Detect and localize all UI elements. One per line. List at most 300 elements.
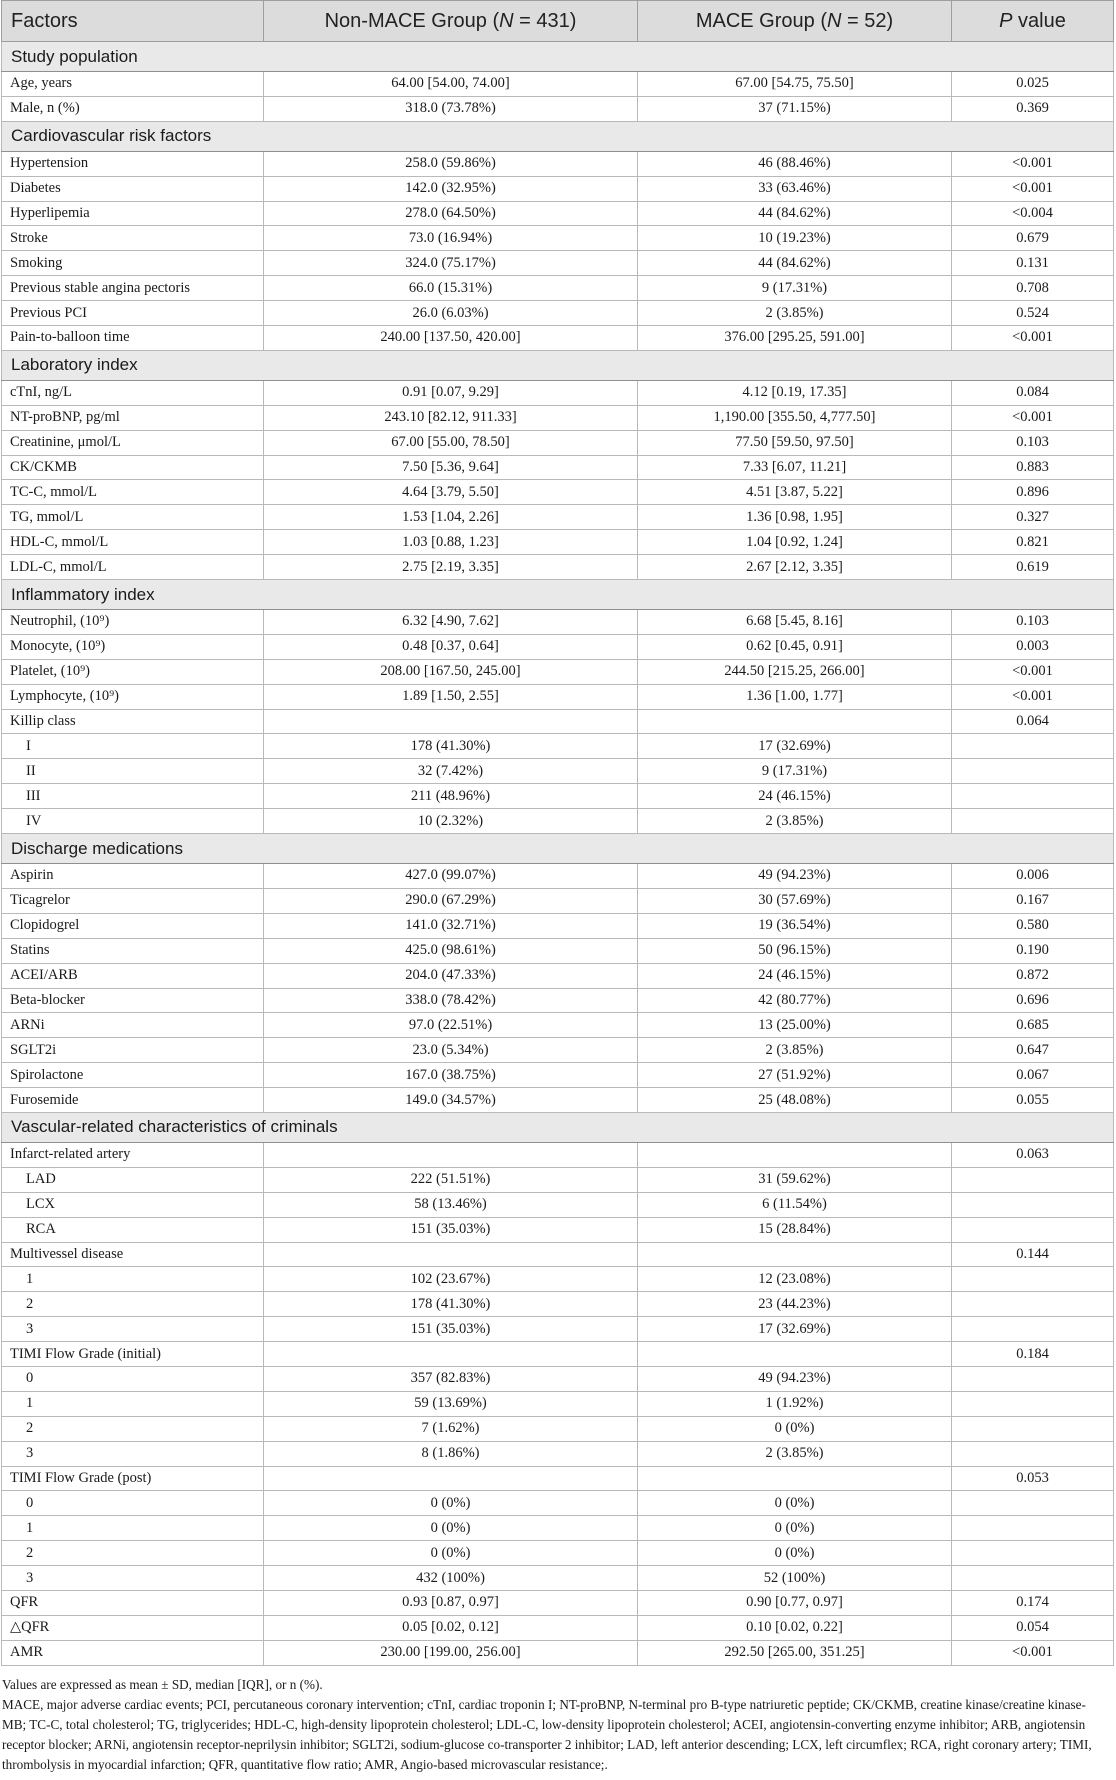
table-row: [2, 326, 1114, 351]
p-value: 0.167: [952, 888, 1114, 913]
mace-value: 30 (57.69%): [638, 888, 952, 913]
table-row: [2, 201, 1114, 226]
mace-value: 52 (100%): [638, 1566, 952, 1591]
p-value: [952, 1267, 1114, 1292]
row-label: Lymphocyte, (10⁹): [2, 684, 264, 709]
p-value: <0.001: [952, 176, 1114, 201]
non-mace-value: 97.0 (22.51%): [264, 1013, 638, 1038]
row-label: Stroke: [2, 226, 264, 251]
non-mace-value: 64.00 [54.00, 74.00]: [264, 72, 638, 97]
non-mace-value: 278.0 (64.50%): [264, 201, 638, 226]
section-header-row: [2, 350, 1114, 380]
table-row: [2, 1038, 1114, 1063]
table-row: [2, 226, 1114, 251]
non-mace-value: 258.0 (59.86%): [264, 151, 638, 176]
p-value: [952, 809, 1114, 834]
p-value: <0.001: [952, 151, 1114, 176]
table-row: [2, 1541, 1114, 1566]
p-value: 0.821: [952, 530, 1114, 555]
p-value: 0.580: [952, 913, 1114, 938]
table-row: [2, 505, 1114, 530]
section-title: Discharge medications: [2, 834, 1114, 864]
table-row: [2, 72, 1114, 97]
row-label: Neutrophil, (10⁹): [2, 610, 264, 635]
mace-value: 1.36 [0.98, 1.95]: [638, 505, 952, 530]
p-value: [952, 1292, 1114, 1317]
table-row: [2, 176, 1114, 201]
non-mace-value: 149.0 (34.57%): [264, 1088, 638, 1113]
row-label: △QFR: [2, 1615, 264, 1640]
table-row: [2, 251, 1114, 276]
mace-value: 0.62 [0.45, 0.91]: [638, 634, 952, 659]
mace-value: 6.68 [5.45, 8.16]: [638, 610, 952, 635]
row-label: LAD: [2, 1167, 264, 1192]
mace-value: [638, 709, 952, 734]
mace-value: 1.04 [0.92, 1.24]: [638, 530, 952, 555]
p-value: [952, 1317, 1114, 1342]
table-row: [2, 1292, 1114, 1317]
non-mace-value: 240.00 [137.50, 420.00]: [264, 326, 638, 351]
table-row: [2, 913, 1114, 938]
mace-value: 0 (0%): [638, 1491, 952, 1516]
table-row: [2, 1063, 1114, 1088]
mace-value: 49 (94.23%): [638, 864, 952, 889]
p-value: 0.174: [952, 1590, 1114, 1615]
table-row: [2, 96, 1114, 121]
non-mace-value: 32 (7.42%): [264, 759, 638, 784]
table-row: [2, 1416, 1114, 1441]
row-label: Multivessel disease: [2, 1242, 264, 1267]
p-value: [952, 759, 1114, 784]
mace-value: 24 (46.15%): [638, 784, 952, 809]
mace-value: [638, 1342, 952, 1367]
p-value: 0.708: [952, 276, 1114, 301]
mace-value: 31 (59.62%): [638, 1167, 952, 1192]
mace-value: 44 (84.62%): [638, 251, 952, 276]
table-row: [2, 610, 1114, 635]
row-label: Smoking: [2, 251, 264, 276]
table-row: [2, 784, 1114, 809]
mace-value: 0.10 [0.02, 0.22]: [638, 1615, 952, 1640]
mace-value: 0 (0%): [638, 1516, 952, 1541]
mace-value: 292.50 [265.00, 351.25]: [638, 1640, 952, 1665]
mace-value: 2 (3.85%): [638, 301, 952, 326]
table-row: [2, 1167, 1114, 1192]
mace-value: 12 (23.08%): [638, 1267, 952, 1292]
p-value: 0.144: [952, 1242, 1114, 1267]
mace-value: 1 (1.92%): [638, 1391, 952, 1416]
non-mace-value: [264, 1466, 638, 1491]
row-label: Age, years: [2, 72, 264, 97]
table-row: [2, 809, 1114, 834]
row-label: HDL-C, mmol/L: [2, 530, 264, 555]
non-mace-value: 73.0 (16.94%): [264, 226, 638, 251]
table-row: [2, 988, 1114, 1013]
mace-value: 2.67 [2.12, 3.35]: [638, 555, 952, 580]
mace-value: 2 (3.85%): [638, 1441, 952, 1466]
p-value: [952, 1416, 1114, 1441]
non-mace-value: 59 (13.69%): [264, 1391, 638, 1416]
table-row: [2, 1590, 1114, 1615]
non-mace-value: 151 (35.03%): [264, 1317, 638, 1342]
row-label: LDL-C, mmol/L: [2, 555, 264, 580]
table-row: [2, 659, 1114, 684]
non-mace-value: 357 (82.83%): [264, 1366, 638, 1391]
table-body: [2, 42, 1114, 1666]
non-mace-value: 151 (35.03%): [264, 1217, 638, 1242]
non-mace-value: 0.93 [0.87, 0.97]: [264, 1590, 638, 1615]
table-row: [2, 684, 1114, 709]
row-label: 2: [2, 1416, 264, 1441]
row-label: cTnI, ng/L: [2, 380, 264, 405]
table-row: [2, 430, 1114, 455]
row-label: TIMI Flow Grade (initial): [2, 1342, 264, 1367]
section-header-row: [2, 580, 1114, 610]
row-label: Killip class: [2, 709, 264, 734]
p-value: [952, 1541, 1114, 1566]
p-value: [952, 784, 1114, 809]
row-label: Hyperlipemia: [2, 201, 264, 226]
table-row: [2, 480, 1114, 505]
p-value: [952, 1366, 1114, 1391]
non-mace-value: 66.0 (15.31%): [264, 276, 638, 301]
row-label: NT-proBNP, pg/ml: [2, 405, 264, 430]
section-header-row: [2, 834, 1114, 864]
section-header-row: [2, 42, 1114, 72]
non-mace-value: 7.50 [5.36, 9.64]: [264, 455, 638, 480]
row-label: Male, n (%): [2, 96, 264, 121]
table-row: [2, 1192, 1114, 1217]
non-mace-value: 204.0 (47.33%): [264, 963, 638, 988]
mace-value: 77.50 [59.50, 97.50]: [638, 430, 952, 455]
mace-value: 6 (11.54%): [638, 1192, 952, 1217]
mace-value: 1.36 [1.00, 1.77]: [638, 684, 952, 709]
non-mace-value: 425.0 (98.61%): [264, 938, 638, 963]
non-mace-value: 427.0 (99.07%): [264, 864, 638, 889]
table-row: [2, 634, 1114, 659]
row-label: Platelet, (10⁹): [2, 659, 264, 684]
table-row: [2, 530, 1114, 555]
table-row: [2, 1342, 1114, 1367]
non-mace-value: 0.05 [0.02, 0.12]: [264, 1615, 638, 1640]
row-label: TG, mmol/L: [2, 505, 264, 530]
p-value: <0.001: [952, 326, 1114, 351]
p-value: <0.001: [952, 405, 1114, 430]
section-title: Study population: [2, 42, 1114, 72]
mace-value: 4.12 [0.19, 17.35]: [638, 380, 952, 405]
table-row: [2, 276, 1114, 301]
non-mace-value: 1.53 [1.04, 2.26]: [264, 505, 638, 530]
non-mace-value: 1.03 [0.88, 1.23]: [264, 530, 638, 555]
mace-value: 67.00 [54.75, 75.50]: [638, 72, 952, 97]
non-mace-value: 58 (13.46%): [264, 1192, 638, 1217]
non-mace-value: 10 (2.32%): [264, 809, 638, 834]
header-p-value: P value: [952, 1, 1114, 42]
p-value: 0.872: [952, 963, 1114, 988]
mace-value: 44 (84.62%): [638, 201, 952, 226]
mace-value: 0 (0%): [638, 1416, 952, 1441]
table-row: [2, 555, 1114, 580]
p-value: [952, 1566, 1114, 1591]
table-row: [2, 1491, 1114, 1516]
p-value: [952, 1491, 1114, 1516]
non-mace-value: 7 (1.62%): [264, 1416, 638, 1441]
p-value: 0.647: [952, 1038, 1114, 1063]
table-row: [2, 709, 1114, 734]
table-row: [2, 734, 1114, 759]
mace-value: 10 (19.23%): [638, 226, 952, 251]
row-label: Beta-blocker: [2, 988, 264, 1013]
row-label: 0: [2, 1366, 264, 1391]
non-mace-value: 1.89 [1.50, 2.55]: [264, 684, 638, 709]
baseline-characteristics-table: [1, 0, 1114, 1666]
non-mace-value: 230.00 [199.00, 256.00]: [264, 1640, 638, 1665]
p-value: 0.190: [952, 938, 1114, 963]
non-mace-value: 178 (41.30%): [264, 734, 638, 759]
table-row: [2, 1466, 1114, 1491]
table-row: [2, 864, 1114, 889]
p-value: 0.025: [952, 72, 1114, 97]
header-non-mace-group: Non-MACE Group (N = 431): [264, 1, 638, 42]
table-row: [2, 888, 1114, 913]
mace-value: 376.00 [295.25, 591.00]: [638, 326, 952, 351]
mace-value: 15 (28.84%): [638, 1217, 952, 1242]
row-label: QFR: [2, 1590, 264, 1615]
non-mace-value: 23.0 (5.34%): [264, 1038, 638, 1063]
mace-value: 19 (36.54%): [638, 913, 952, 938]
p-value: 0.619: [952, 555, 1114, 580]
table-row: [2, 963, 1114, 988]
mace-value: 7.33 [6.07, 11.21]: [638, 455, 952, 480]
p-value: 0.524: [952, 301, 1114, 326]
mace-value: 9 (17.31%): [638, 759, 952, 784]
non-mace-value: 142.0 (32.95%): [264, 176, 638, 201]
non-mace-value: 222 (51.51%): [264, 1167, 638, 1192]
row-label: ARNi: [2, 1013, 264, 1038]
row-label: Spirolactone: [2, 1063, 264, 1088]
non-mace-value: 243.10 [82.12, 911.33]: [264, 405, 638, 430]
row-label: 0: [2, 1491, 264, 1516]
p-value: <0.004: [952, 201, 1114, 226]
table-row: [2, 1640, 1114, 1665]
row-label: 1: [2, 1267, 264, 1292]
section-title: Vascular-related characteristics of criminals: [2, 1112, 1114, 1142]
table-row: [2, 1516, 1114, 1541]
row-label: Ticagrelor: [2, 888, 264, 913]
p-value: 0.067: [952, 1063, 1114, 1088]
p-value: <0.001: [952, 684, 1114, 709]
row-label: Previous stable angina pectoris: [2, 276, 264, 301]
row-label: Hypertension: [2, 151, 264, 176]
non-mace-value: 6.32 [4.90, 7.62]: [264, 610, 638, 635]
p-value: [952, 1441, 1114, 1466]
p-value: 0.054: [952, 1615, 1114, 1640]
non-mace-value: 338.0 (78.42%): [264, 988, 638, 1013]
row-label: Pain-to-balloon time: [2, 326, 264, 351]
row-label: CK/CKMB: [2, 455, 264, 480]
non-mace-value: 324.0 (75.17%): [264, 251, 638, 276]
table-row: [2, 1217, 1114, 1242]
p-value: 0.063: [952, 1142, 1114, 1167]
p-value: 0.896: [952, 480, 1114, 505]
mace-value: 0 (0%): [638, 1541, 952, 1566]
non-mace-value: 318.0 (73.78%): [264, 96, 638, 121]
row-label: 1: [2, 1391, 264, 1416]
p-value: 0.084: [952, 380, 1114, 405]
table-row: [2, 1317, 1114, 1342]
row-label: II: [2, 759, 264, 784]
mace-value: 13 (25.00%): [638, 1013, 952, 1038]
mace-value: [638, 1142, 952, 1167]
non-mace-value: 0.91 [0.07, 9.29]: [264, 380, 638, 405]
row-label: RCA: [2, 1217, 264, 1242]
row-label: 2: [2, 1292, 264, 1317]
section-title: Cardiovascular risk factors: [2, 121, 1114, 151]
non-mace-value: 141.0 (32.71%): [264, 913, 638, 938]
row-label: Creatinine, μmol/L: [2, 430, 264, 455]
non-mace-value: 432 (100%): [264, 1566, 638, 1591]
non-mace-value: 208.00 [167.50, 245.00]: [264, 659, 638, 684]
non-mace-value: 0.48 [0.37, 0.64]: [264, 634, 638, 659]
table-row: [2, 455, 1114, 480]
p-value: 0.064: [952, 709, 1114, 734]
section-header-row: [2, 1112, 1114, 1142]
table-footnotes: [0, 1666, 1110, 1775]
mace-value: 50 (96.15%): [638, 938, 952, 963]
row-label: I: [2, 734, 264, 759]
section-title: Inflammatory index: [2, 580, 1114, 610]
row-label: 3: [2, 1317, 264, 1342]
table-row: [2, 1615, 1114, 1640]
row-label: Monocyte, (10⁹): [2, 634, 264, 659]
non-mace-value: 290.0 (67.29%): [264, 888, 638, 913]
p-value: 0.184: [952, 1342, 1114, 1367]
p-value: [952, 1391, 1114, 1416]
non-mace-value: 26.0 (6.03%): [264, 301, 638, 326]
p-value: 0.679: [952, 226, 1114, 251]
row-label: Diabetes: [2, 176, 264, 201]
mace-value: 2 (3.85%): [638, 809, 952, 834]
mace-value: 23 (44.23%): [638, 1292, 952, 1317]
row-label: Statins: [2, 938, 264, 963]
mace-value: 9 (17.31%): [638, 276, 952, 301]
row-label: 2: [2, 1541, 264, 1566]
non-mace-value: 0 (0%): [264, 1516, 638, 1541]
p-value: 0.369: [952, 96, 1114, 121]
p-value: 0.103: [952, 610, 1114, 635]
p-value: 0.055: [952, 1088, 1114, 1113]
table-row: [2, 1013, 1114, 1038]
row-label: Aspirin: [2, 864, 264, 889]
table-row: [2, 1441, 1114, 1466]
mace-value: 37 (71.15%): [638, 96, 952, 121]
p-value: [952, 1217, 1114, 1242]
mace-value: 244.50 [215.25, 266.00]: [638, 659, 952, 684]
p-value: 0.053: [952, 1466, 1114, 1491]
mace-value: 49 (94.23%): [638, 1366, 952, 1391]
mace-value: 25 (48.08%): [638, 1088, 952, 1113]
non-mace-value: [264, 1242, 638, 1267]
mace-value: [638, 1242, 952, 1267]
table-row: [2, 759, 1114, 784]
p-value: 0.685: [952, 1013, 1114, 1038]
p-value: 0.103: [952, 430, 1114, 455]
p-value: [952, 1167, 1114, 1192]
row-label: ACEI/ARB: [2, 963, 264, 988]
non-mace-value: [264, 1342, 638, 1367]
table-row: [2, 1242, 1114, 1267]
mace-value: 27 (51.92%): [638, 1063, 952, 1088]
mace-value: 4.51 [3.87, 5.22]: [638, 480, 952, 505]
row-label: LCX: [2, 1192, 264, 1217]
p-value: <0.001: [952, 659, 1114, 684]
non-mace-value: 2.75 [2.19, 3.35]: [264, 555, 638, 580]
table-row: [2, 1566, 1114, 1591]
p-value: [952, 1516, 1114, 1541]
row-label: AMR: [2, 1640, 264, 1665]
non-mace-value: 102 (23.67%): [264, 1267, 638, 1292]
table-row: [2, 380, 1114, 405]
row-label: Clopidogrel: [2, 913, 264, 938]
p-value: 0.131: [952, 251, 1114, 276]
row-label: III: [2, 784, 264, 809]
p-value: <0.001: [952, 1640, 1114, 1665]
row-label: 3: [2, 1441, 264, 1466]
row-label: Infarct-related artery: [2, 1142, 264, 1167]
table-row: [2, 301, 1114, 326]
p-value: 0.003: [952, 634, 1114, 659]
header-factors: Factors: [2, 1, 264, 42]
footnote-values: Values are expressed as mean ± SD, median [IQR], or n (%).: [2, 1676, 323, 1692]
p-value: 0.696: [952, 988, 1114, 1013]
mace-value: 1,190.00 [355.50, 4,777.50]: [638, 405, 952, 430]
row-label: TC-C, mmol/L: [2, 480, 264, 505]
row-label: SGLT2i: [2, 1038, 264, 1063]
p-value: 0.327: [952, 505, 1114, 530]
table-row: [2, 938, 1114, 963]
footnote-abbreviations: MACE, major adverse cardiac events; PCI, percutaneous coronary intervention; cTnI, cardiac troponin I; NT-proBNP, N-terminal pro B-type natriuretic peptide; CK/CKMB, creatine kinase/creatine kinase-MB; TC-C, total cholesterol; TG, triglycerides; HDL-C, high-density lipoprotein cholesterol; LDL-C, low-density lipoprotein cholesterol; ACEI, angiotensin-converting enzyme inhibitor; ARB, angiotensin receptor blocker; ARNi, angiotensin receptor-neprilysin inhibitor; SGLT2i, sodium-glucose co-transporter 2 inhibitor; LAD, left anterior descending; LCX, left circumflex; RCA, right coronary artery; TIMI, thrombolysis in myocardial infarction; QFR, quantitative flow ratio; AMR, Angio-based microvascular resistance;.: [2, 1696, 1092, 1772]
mace-value: 42 (80.77%): [638, 988, 952, 1013]
row-label: Furosemide: [2, 1088, 264, 1113]
non-mace-value: 178 (41.30%): [264, 1292, 638, 1317]
header-mace-group: MACE Group (N = 52): [638, 1, 952, 42]
mace-value: 33 (63.46%): [638, 176, 952, 201]
row-label: 1: [2, 1516, 264, 1541]
non-mace-value: [264, 709, 638, 734]
section-header-row: [2, 121, 1114, 151]
table-row: [2, 1088, 1114, 1113]
table-row: [2, 1366, 1114, 1391]
table-row: [2, 151, 1114, 176]
mace-value: 24 (46.15%): [638, 963, 952, 988]
non-mace-value: 167.0 (38.75%): [264, 1063, 638, 1088]
table-row: [2, 405, 1114, 430]
table-header-row: [2, 1, 1114, 42]
non-mace-value: 0 (0%): [264, 1491, 638, 1516]
non-mace-value: 211 (48.96%): [264, 784, 638, 809]
non-mace-value: 8 (1.86%): [264, 1441, 638, 1466]
row-label: 3: [2, 1566, 264, 1591]
section-title: Laboratory index: [2, 350, 1114, 380]
row-label: Previous PCI: [2, 301, 264, 326]
mace-value: 17 (32.69%): [638, 734, 952, 759]
p-value: 0.006: [952, 864, 1114, 889]
row-label: IV: [2, 809, 264, 834]
mace-value: 46 (88.46%): [638, 151, 952, 176]
p-value: [952, 1192, 1114, 1217]
mace-value: 2 (3.85%): [638, 1038, 952, 1063]
p-value: 0.883: [952, 455, 1114, 480]
